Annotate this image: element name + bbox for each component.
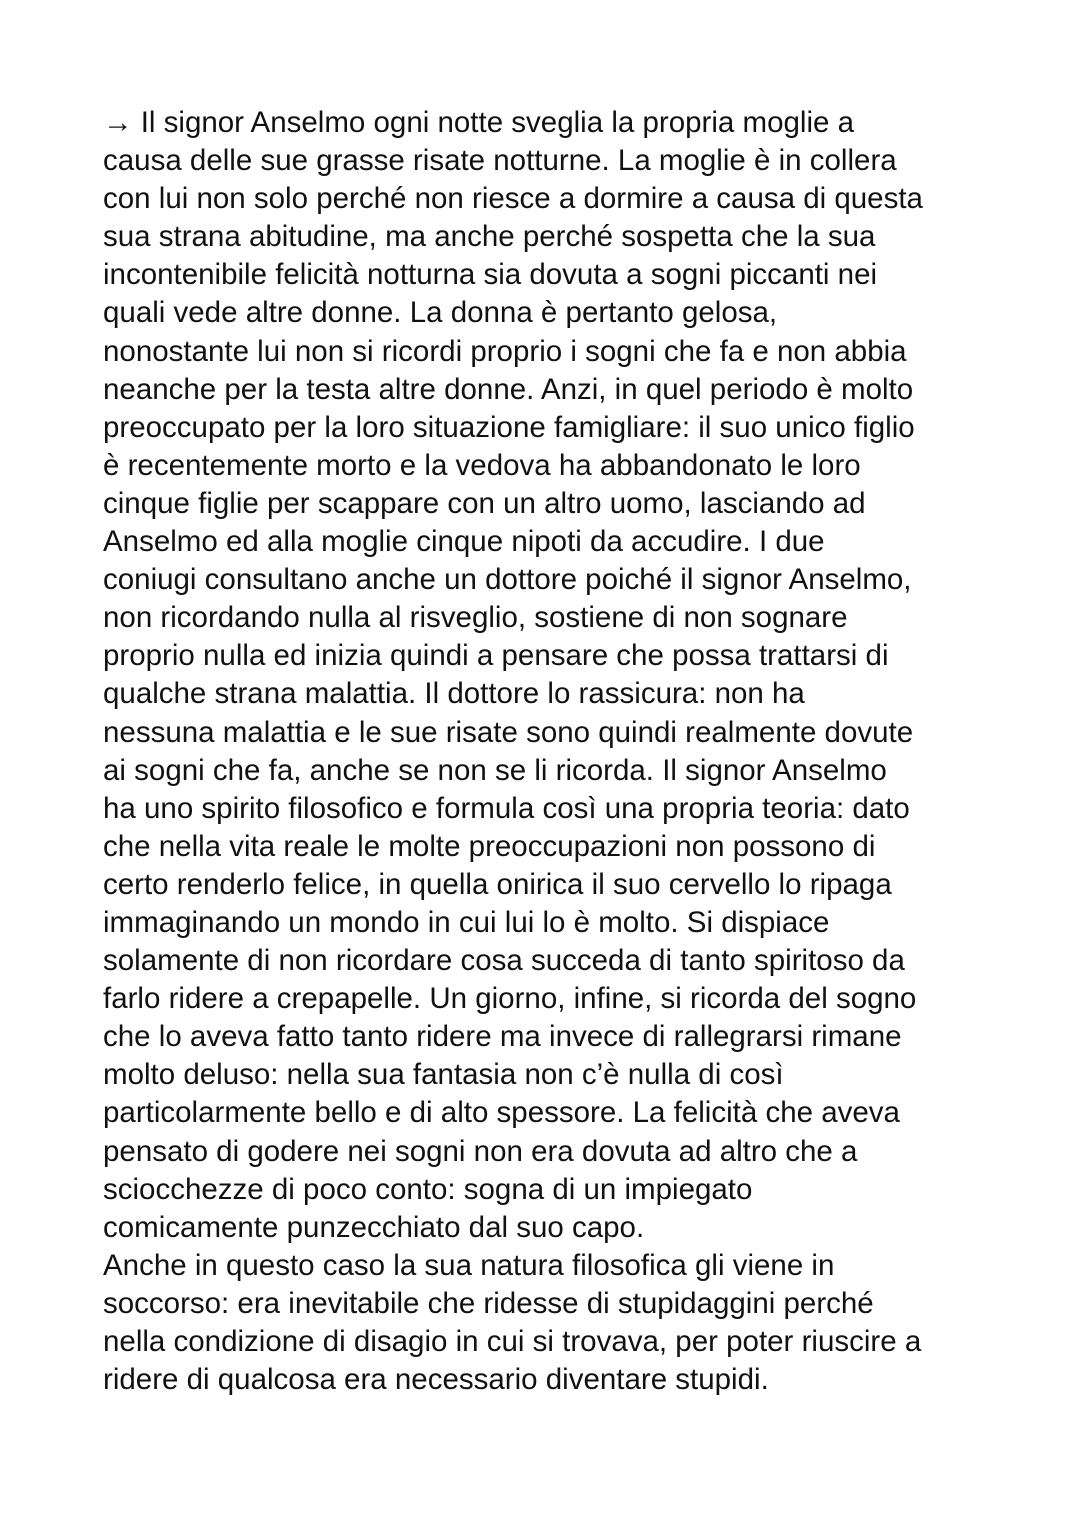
text-line: con lui non solo perché non riesce a dormire a causa di questa <box>103 182 923 216</box>
text-line: farlo ridere a crepapelle. Un giorno, infine, si ricorda del sogno <box>103 982 917 1016</box>
text-line: cinque figlie per scappare con un altro uomo, lasciando ad <box>103 486 866 520</box>
text-line: che nella vita reale le molte preoccupazioni non possono di <box>103 829 876 863</box>
text-line: nella condizione di disagio in cui si trovava, per poter riuscire a <box>103 1325 922 1358</box>
text-line: coniugi consultano anche un dottore poiché il signor Anselmo, <box>103 563 912 597</box>
text-line: sciocchezze di poco conto: sogna di un impiegato <box>103 1172 753 1206</box>
text-line: Anche in questo caso la sua natura filosofica gli viene in <box>103 1248 835 1282</box>
text-line: è recentemente morto e la vedova ha abbandonato le loro <box>103 448 861 482</box>
text-line: non ricordando nulla al risveglio, sostiene di non sognare <box>103 601 848 635</box>
text-line: causa delle sue grasse risate notturne. La moglie è in collera <box>103 144 897 178</box>
text-line: → Il signor Anselmo ogni notte sveglia la propria moglie a <box>103 106 855 139</box>
text-line: solamente di non ricordare cosa succeda di tanto spiritoso da <box>103 944 905 978</box>
text-line: particolarmente bello e di alto spessore. La felicità che aveva <box>103 1096 900 1130</box>
text-line: qualche strana malattia. Il dottore lo rassicura: non ha <box>103 677 805 711</box>
text-line: ai sogni che fa, anche se non se li ricorda. Il signor Anselmo <box>103 753 887 787</box>
text-line: comicamente punzecchiato dal suo capo. <box>103 1210 645 1244</box>
body-text <box>103 104 983 1399</box>
text-line: ha uno spirito filosofico e formula così una propria teoria: dato <box>103 791 910 825</box>
text-line: neanche per la testa altre donne. Anzi, in quel periodo è molto <box>103 372 914 406</box>
text-line: pensato di godere nei sogni non era dovuta ad altro che a <box>103 1134 858 1168</box>
text-line: nonostante lui non si ricordi proprio i sogni che fa e non abbia <box>103 334 907 368</box>
text-line: preoccupato per la loro situazione famigliare: il suo unico figlio <box>103 410 915 444</box>
text-line: incontenibile felicità notturna sia dovuta a sogni piccanti nei <box>103 258 878 292</box>
text-line: ridere di qualcosa era necessario diventare stupidi. <box>103 1363 769 1397</box>
text-line: che lo aveva fatto tanto ridere ma invece di rallegrarsi rimane <box>103 1020 902 1054</box>
text-line: quali vede altre donne. La donna è pertanto gelosa, <box>103 296 778 330</box>
text-line: immaginando un mondo in cui lui lo è molto. Si dispiace <box>103 905 830 939</box>
text-line: soccorso: era inevitabile che ridesse di stupidaggini perché <box>103 1286 874 1320</box>
text-line: Anselmo ed alla moglie cinque nipoti da accudire. I due <box>103 525 825 559</box>
text-line: certo renderlo felice, in quella onirica il suo cervello lo ripaga <box>103 867 892 901</box>
text-line: nessuna malattia e le sue risate sono quindi realmente dovute <box>103 715 914 749</box>
text-line: molto deluso: nella sua fantasia non c’è nulla di così <box>103 1058 784 1092</box>
text-line: proprio nulla ed inizia quindi a pensare che possa trattarsi di <box>103 639 889 673</box>
text-line: sua strana abitudine, ma anche perché sospetta che la sua <box>103 220 876 254</box>
